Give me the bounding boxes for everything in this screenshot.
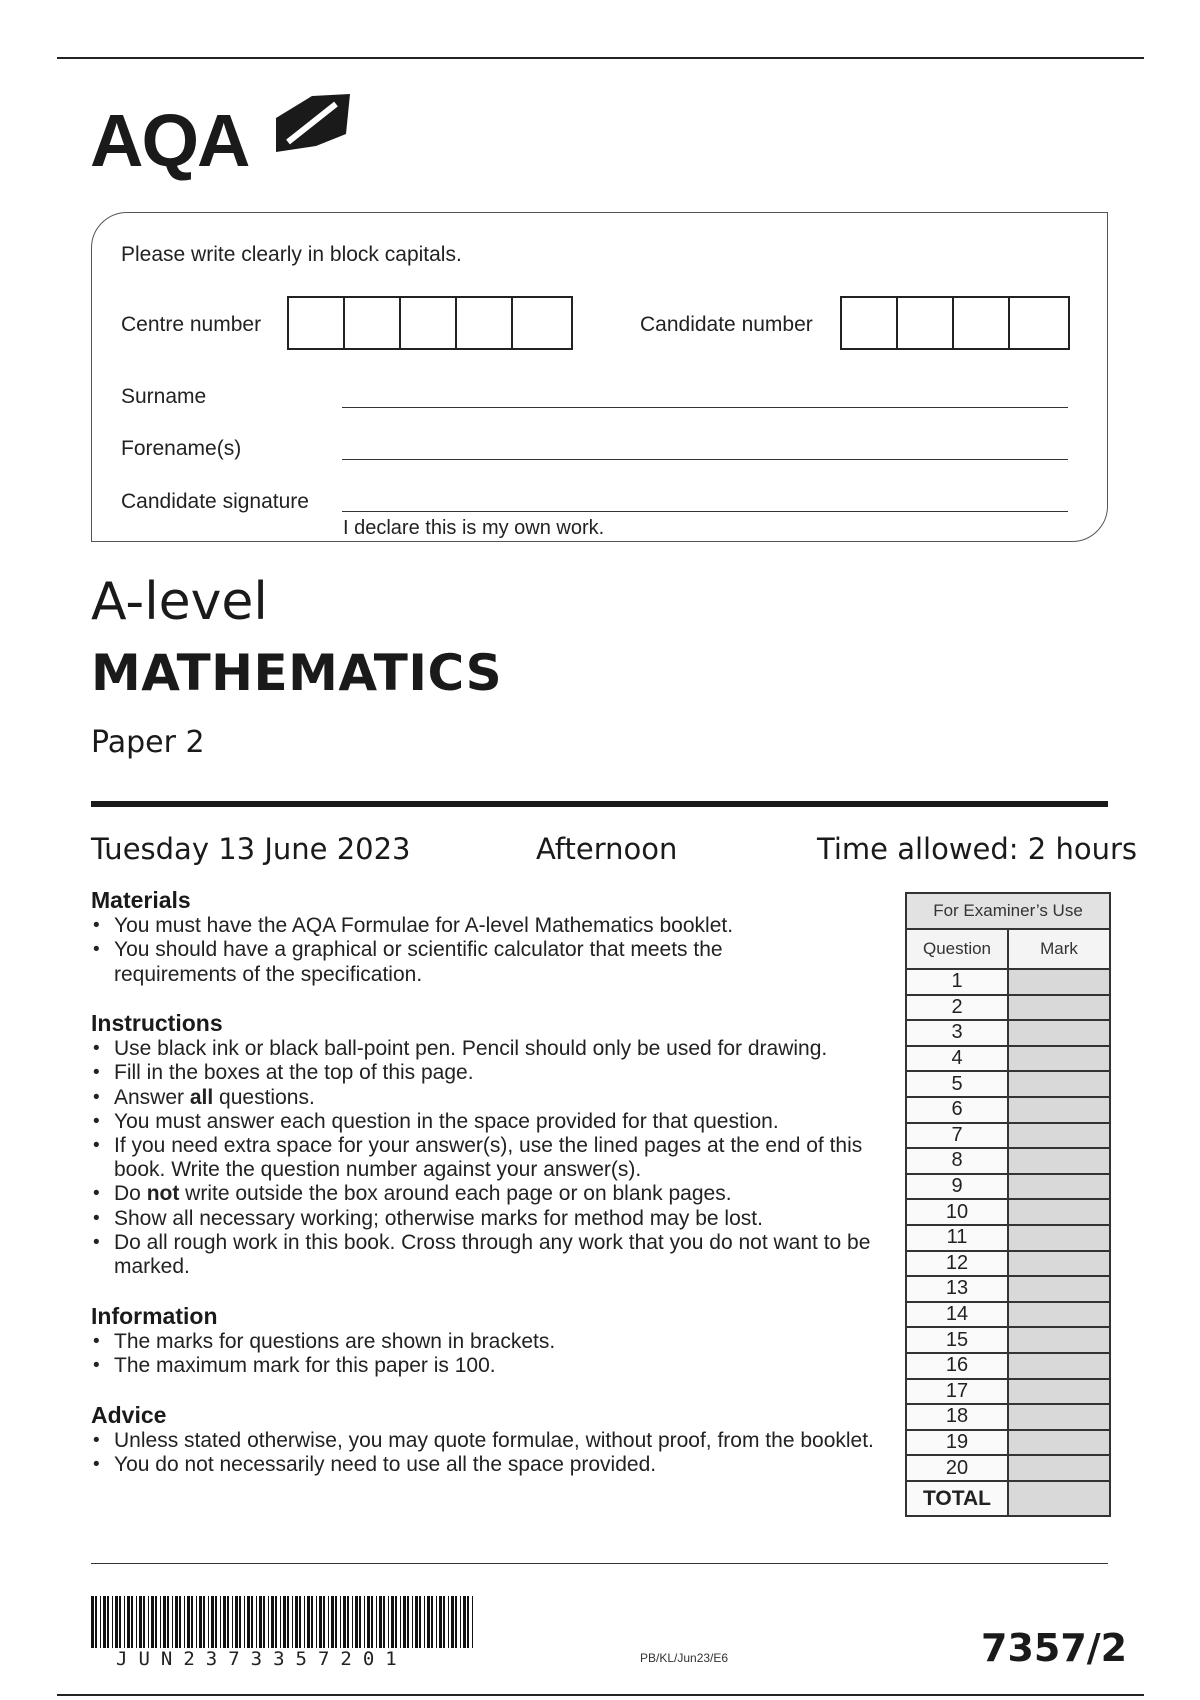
barcode-bar — [376, 1596, 377, 1648]
barcode-bar — [407, 1596, 409, 1648]
qualification-level: A-level — [91, 572, 268, 632]
barcode-bar — [263, 1596, 265, 1648]
list-item — [91, 1182, 891, 1206]
barcode-bar — [139, 1596, 142, 1648]
barcode-bar — [367, 1596, 370, 1648]
list-item: • The marks for questions are shown in brackets. — [91, 1330, 891, 1354]
text-run: Answer — [114, 1085, 190, 1109]
barcode-bar — [383, 1596, 385, 1648]
mark-cell — [1008, 1020, 1110, 1046]
barcode-bar — [247, 1596, 250, 1648]
bottom-rule — [57, 1694, 1144, 1696]
barcode-bar — [148, 1596, 149, 1648]
barcode-bar — [119, 1596, 121, 1648]
information-heading: Information — [91, 1303, 218, 1329]
barcode-bar — [271, 1596, 274, 1648]
question-number: 19 — [906, 1430, 1008, 1456]
barcode-bar — [208, 1596, 209, 1648]
question-number: 15 — [906, 1327, 1008, 1353]
mark-cell — [1008, 1251, 1110, 1277]
question-number: 9 — [906, 1174, 1008, 1200]
barcode-bar — [352, 1596, 353, 1648]
barcode-bar — [215, 1596, 217, 1648]
question-column-header: Question — [906, 929, 1008, 969]
barcode-bar — [311, 1596, 313, 1648]
barcode-bar — [227, 1596, 229, 1648]
barcode-bar — [172, 1596, 173, 1648]
question-number: 14 — [906, 1302, 1008, 1328]
mark-cell — [1008, 1123, 1110, 1149]
barcode-bar — [199, 1596, 202, 1648]
exam-date: Tuesday 13 June 2023 — [91, 832, 411, 866]
instructions-heading: Instructions — [91, 1010, 223, 1036]
table-row — [906, 1199, 1110, 1225]
mark-cell — [1008, 1404, 1110, 1430]
barcode-bar — [451, 1596, 454, 1648]
mark-cell — [1008, 1302, 1110, 1328]
barcode-bar — [460, 1596, 461, 1648]
centre-number-cell[interactable] — [401, 298, 457, 348]
barcode-bar — [115, 1596, 118, 1648]
title-divider — [91, 801, 1108, 807]
table-row — [906, 1302, 1110, 1328]
barcode-bar — [391, 1596, 394, 1648]
question-number: 11 — [906, 1225, 1008, 1251]
barcode-bar — [179, 1596, 181, 1648]
mark-cell — [1008, 1327, 1110, 1353]
question-number: 2 — [906, 995, 1008, 1021]
emphasis: not — [146, 1182, 180, 1206]
barcode-bar — [419, 1596, 421, 1648]
barcode-bar — [251, 1596, 253, 1648]
barcode-bar — [143, 1596, 145, 1648]
total-mark-cell — [1008, 1481, 1110, 1516]
barcode-bar — [431, 1596, 433, 1648]
list-item: • Show all necessary working; otherwise marks for method may be lost. — [91, 1207, 891, 1231]
mark-cell — [1008, 1071, 1110, 1097]
text-run: write outside the box around each page or on blank pages. — [179, 1182, 732, 1206]
barcode-bar — [359, 1596, 361, 1648]
question-number: 5 — [906, 1071, 1008, 1097]
barcode-bar — [151, 1596, 154, 1648]
barcode-bar — [107, 1596, 109, 1648]
mark-cell — [1008, 1225, 1110, 1251]
barcode-bar — [244, 1596, 245, 1648]
barcode-bar — [371, 1596, 373, 1648]
barcode-bar — [283, 1596, 286, 1648]
footer-rule — [91, 1563, 1108, 1564]
list-item: • Use black ink or black ball-point pen. Pencil should only be used for drawing. — [91, 1037, 891, 1061]
paper-number: Paper 2 — [91, 725, 205, 760]
mark-cell — [1008, 1276, 1110, 1302]
question-number: 6 — [906, 1097, 1008, 1123]
top-rule — [57, 57, 1144, 59]
table-row — [906, 1327, 1110, 1353]
forenames-label: Forename(s) — [121, 437, 242, 460]
examiner-table-title: For Examiner’s Use — [906, 893, 1110, 929]
candidate-number-cell[interactable] — [898, 298, 954, 348]
question-number: 13 — [906, 1276, 1008, 1302]
barcode-bar — [316, 1596, 317, 1648]
barcode-bar — [295, 1596, 298, 1648]
advice-heading: Advice — [91, 1402, 167, 1428]
table-row — [906, 1430, 1110, 1456]
table-row — [906, 1174, 1110, 1200]
exam-session: Afternoon — [536, 832, 678, 866]
barcode-bar — [256, 1596, 257, 1648]
barcode-bar — [467, 1596, 469, 1648]
list-item: • Fill in the boxes at the top of this page. — [91, 1061, 891, 1085]
barcode — [91, 1596, 476, 1648]
barcode-bar — [335, 1596, 337, 1648]
table-row — [906, 995, 1110, 1021]
table-row — [906, 1251, 1110, 1277]
instructions-section — [91, 1011, 891, 1279]
barcode-text: JUN2373357201 — [116, 1648, 408, 1670]
barcode-bar — [100, 1596, 101, 1648]
barcode-bar — [424, 1596, 425, 1648]
question-number: 1 — [906, 969, 1008, 995]
barcode-bar — [328, 1596, 329, 1648]
barcode-bar — [167, 1596, 169, 1648]
table-row — [906, 1020, 1110, 1046]
mark-column-header: Mark — [1008, 929, 1110, 969]
barcode-bar — [388, 1596, 389, 1648]
barcode-bar — [280, 1596, 281, 1648]
barcode-bar — [347, 1596, 349, 1648]
barcode-bar — [235, 1596, 238, 1648]
advice-section — [91, 1403, 891, 1478]
emphasis: all — [189, 1085, 214, 1109]
list-item — [91, 1086, 891, 1110]
list-item: • You should have a graphical or scientific calculator that meets the requirements of the specification. — [91, 938, 804, 986]
barcode-bar — [415, 1596, 418, 1648]
barcode-bar — [112, 1596, 113, 1648]
signature-label: Candidate signature — [121, 490, 309, 513]
barcode-bar — [304, 1596, 305, 1648]
candidate-number-cell[interactable] — [1010, 298, 1066, 348]
surname-label: Surname — [121, 385, 207, 408]
question-number: 3 — [906, 1020, 1008, 1046]
barcode-bar — [395, 1596, 397, 1648]
barcode-bar — [203, 1596, 205, 1648]
centre-number-cell[interactable] — [289, 298, 345, 348]
question-number: 18 — [906, 1404, 1008, 1430]
question-number: 12 — [906, 1251, 1008, 1277]
barcode-bar — [331, 1596, 334, 1648]
barcode-bar — [364, 1596, 365, 1648]
barcode-bar — [103, 1596, 106, 1648]
centre-number-cell[interactable] — [457, 298, 513, 348]
barcode-bar — [175, 1596, 178, 1648]
table-row — [906, 1148, 1110, 1174]
table-row — [906, 1379, 1110, 1405]
candidate-number-cell[interactable] — [842, 298, 898, 348]
table-row — [906, 1455, 1110, 1481]
barcode-bar — [136, 1596, 137, 1648]
barcode-bar — [268, 1596, 269, 1648]
information-section — [91, 1304, 891, 1379]
question-number: 8 — [906, 1148, 1008, 1174]
barcode-bar — [223, 1596, 226, 1648]
mark-cell — [1008, 1199, 1110, 1225]
list-item: • You must answer each question in the space provided for that question. — [91, 1110, 891, 1134]
table-row — [906, 969, 1110, 995]
question-number: 4 — [906, 1046, 1008, 1072]
barcode-bar — [196, 1596, 197, 1648]
mark-cell — [1008, 1046, 1110, 1072]
barcode-bar — [400, 1596, 401, 1648]
mark-cell — [1008, 1353, 1110, 1379]
mark-cell — [1008, 1430, 1110, 1456]
barcode-bar — [403, 1596, 406, 1648]
barcode-bar — [155, 1596, 157, 1648]
barcode-bar — [91, 1596, 94, 1648]
candidate-number-cell[interactable] — [954, 298, 1010, 348]
barcode-bar — [299, 1596, 301, 1648]
mark-cell — [1008, 1455, 1110, 1481]
barcode-bar — [340, 1596, 341, 1648]
centre-number-cell[interactable] — [345, 298, 401, 348]
list-item: • Unless stated otherwise, you may quote formulae, without proof, from the booklet. — [91, 1429, 874, 1453]
barcode-bar — [127, 1596, 130, 1648]
barcode-bar — [232, 1596, 233, 1648]
barcode-bar — [239, 1596, 241, 1648]
subject-title: MATHEMATICS — [91, 644, 503, 702]
question-number: 7 — [906, 1123, 1008, 1149]
barcode-bar — [259, 1596, 262, 1648]
forenames-field[interactable] — [342, 459, 1068, 460]
barcode-bar — [124, 1596, 125, 1648]
mark-cell — [1008, 1148, 1110, 1174]
barcode-bar — [323, 1596, 325, 1648]
barcode-bar — [463, 1596, 466, 1648]
table-row — [906, 1123, 1110, 1149]
mark-cell — [1008, 1379, 1110, 1405]
barcode-bar — [412, 1596, 413, 1648]
barcode-bar — [443, 1596, 445, 1648]
logo-leaf-icon — [90, 90, 360, 185]
mark-cell — [1008, 995, 1110, 1021]
centre-number-cell[interactable] — [513, 298, 569, 348]
paper-code: 7357/2 — [981, 1626, 1128, 1670]
question-number: 16 — [906, 1353, 1008, 1379]
block-capitals-instruction: Please write clearly in block capitals. — [121, 243, 462, 266]
candidate-number-label: Candidate number — [640, 313, 813, 336]
barcode-bar — [455, 1596, 457, 1648]
materials-heading: Materials — [91, 887, 191, 913]
barcode-bar — [211, 1596, 214, 1648]
table-row — [906, 1276, 1110, 1302]
centre-number-boxes[interactable] — [287, 296, 573, 350]
barcode-bar — [439, 1596, 442, 1648]
barcode-bar — [472, 1596, 473, 1648]
text-run: Do — [114, 1182, 147, 1206]
centre-number-label: Centre number — [121, 313, 262, 336]
question-number: 10 — [906, 1199, 1008, 1225]
barcode-bar — [343, 1596, 346, 1648]
mark-cell — [1008, 1097, 1110, 1123]
barcode-bar — [131, 1596, 133, 1648]
declaration-text: I declare this is my own work. — [343, 517, 605, 539]
barcode-bar — [95, 1596, 97, 1648]
list-item: • You must have the AQA Formulae for A-level Mathematics booklet. — [91, 914, 891, 938]
signature-field[interactable] — [342, 511, 1068, 512]
candidate-number-boxes[interactable] — [840, 296, 1070, 350]
table-row — [906, 1097, 1110, 1123]
barcode-bar — [191, 1596, 193, 1648]
time-allowed: Time allowed: 2 hours — [817, 832, 1137, 866]
barcode-bar — [163, 1596, 166, 1648]
table-row — [906, 1225, 1110, 1251]
barcode-bar — [220, 1596, 221, 1648]
barcode-bar — [319, 1596, 322, 1648]
table-row — [906, 1353, 1110, 1379]
table-row — [906, 1404, 1110, 1430]
barcode-bar — [448, 1596, 449, 1648]
barcode-bar — [355, 1596, 358, 1648]
list-item: • Do all rough work in this book. Cross through any work that you do not want to be marked. — [91, 1231, 899, 1279]
table-row — [906, 1071, 1110, 1097]
barcode-bar — [187, 1596, 190, 1648]
barcode-bar — [307, 1596, 310, 1648]
barcode-bar — [436, 1596, 437, 1648]
examiner-use-table — [905, 892, 1111, 1517]
text-run: questions. — [213, 1085, 315, 1109]
barcode-bar — [427, 1596, 430, 1648]
list-item: • If you need extra space for your answer(s), use the lined pages at the end of this book. Write the question number against your answer(s). — [91, 1134, 874, 1182]
table-row — [906, 1046, 1110, 1072]
barcode-bar — [184, 1596, 185, 1648]
mark-cell — [1008, 969, 1110, 995]
barcode-bar — [160, 1596, 161, 1648]
barcode-bar — [292, 1596, 293, 1648]
question-number: 20 — [906, 1455, 1008, 1481]
list-item: • The maximum mark for this paper is 100. — [91, 1354, 891, 1378]
barcode-bar — [379, 1596, 382, 1648]
question-number: 17 — [906, 1379, 1008, 1405]
aqa-logo — [90, 90, 360, 185]
logo-text: AQA — [90, 99, 249, 182]
barcode-bar — [287, 1596, 289, 1648]
surname-field[interactable] — [342, 407, 1068, 408]
total-label: TOTAL — [906, 1481, 1008, 1516]
barcode-bar — [275, 1596, 277, 1648]
list-item: • You do not necessarily need to use all the space provided. — [91, 1453, 891, 1477]
paper-reference: PB/KL/Jun23/E6 — [640, 1651, 729, 1665]
materials-section — [91, 888, 891, 987]
mark-cell — [1008, 1174, 1110, 1200]
